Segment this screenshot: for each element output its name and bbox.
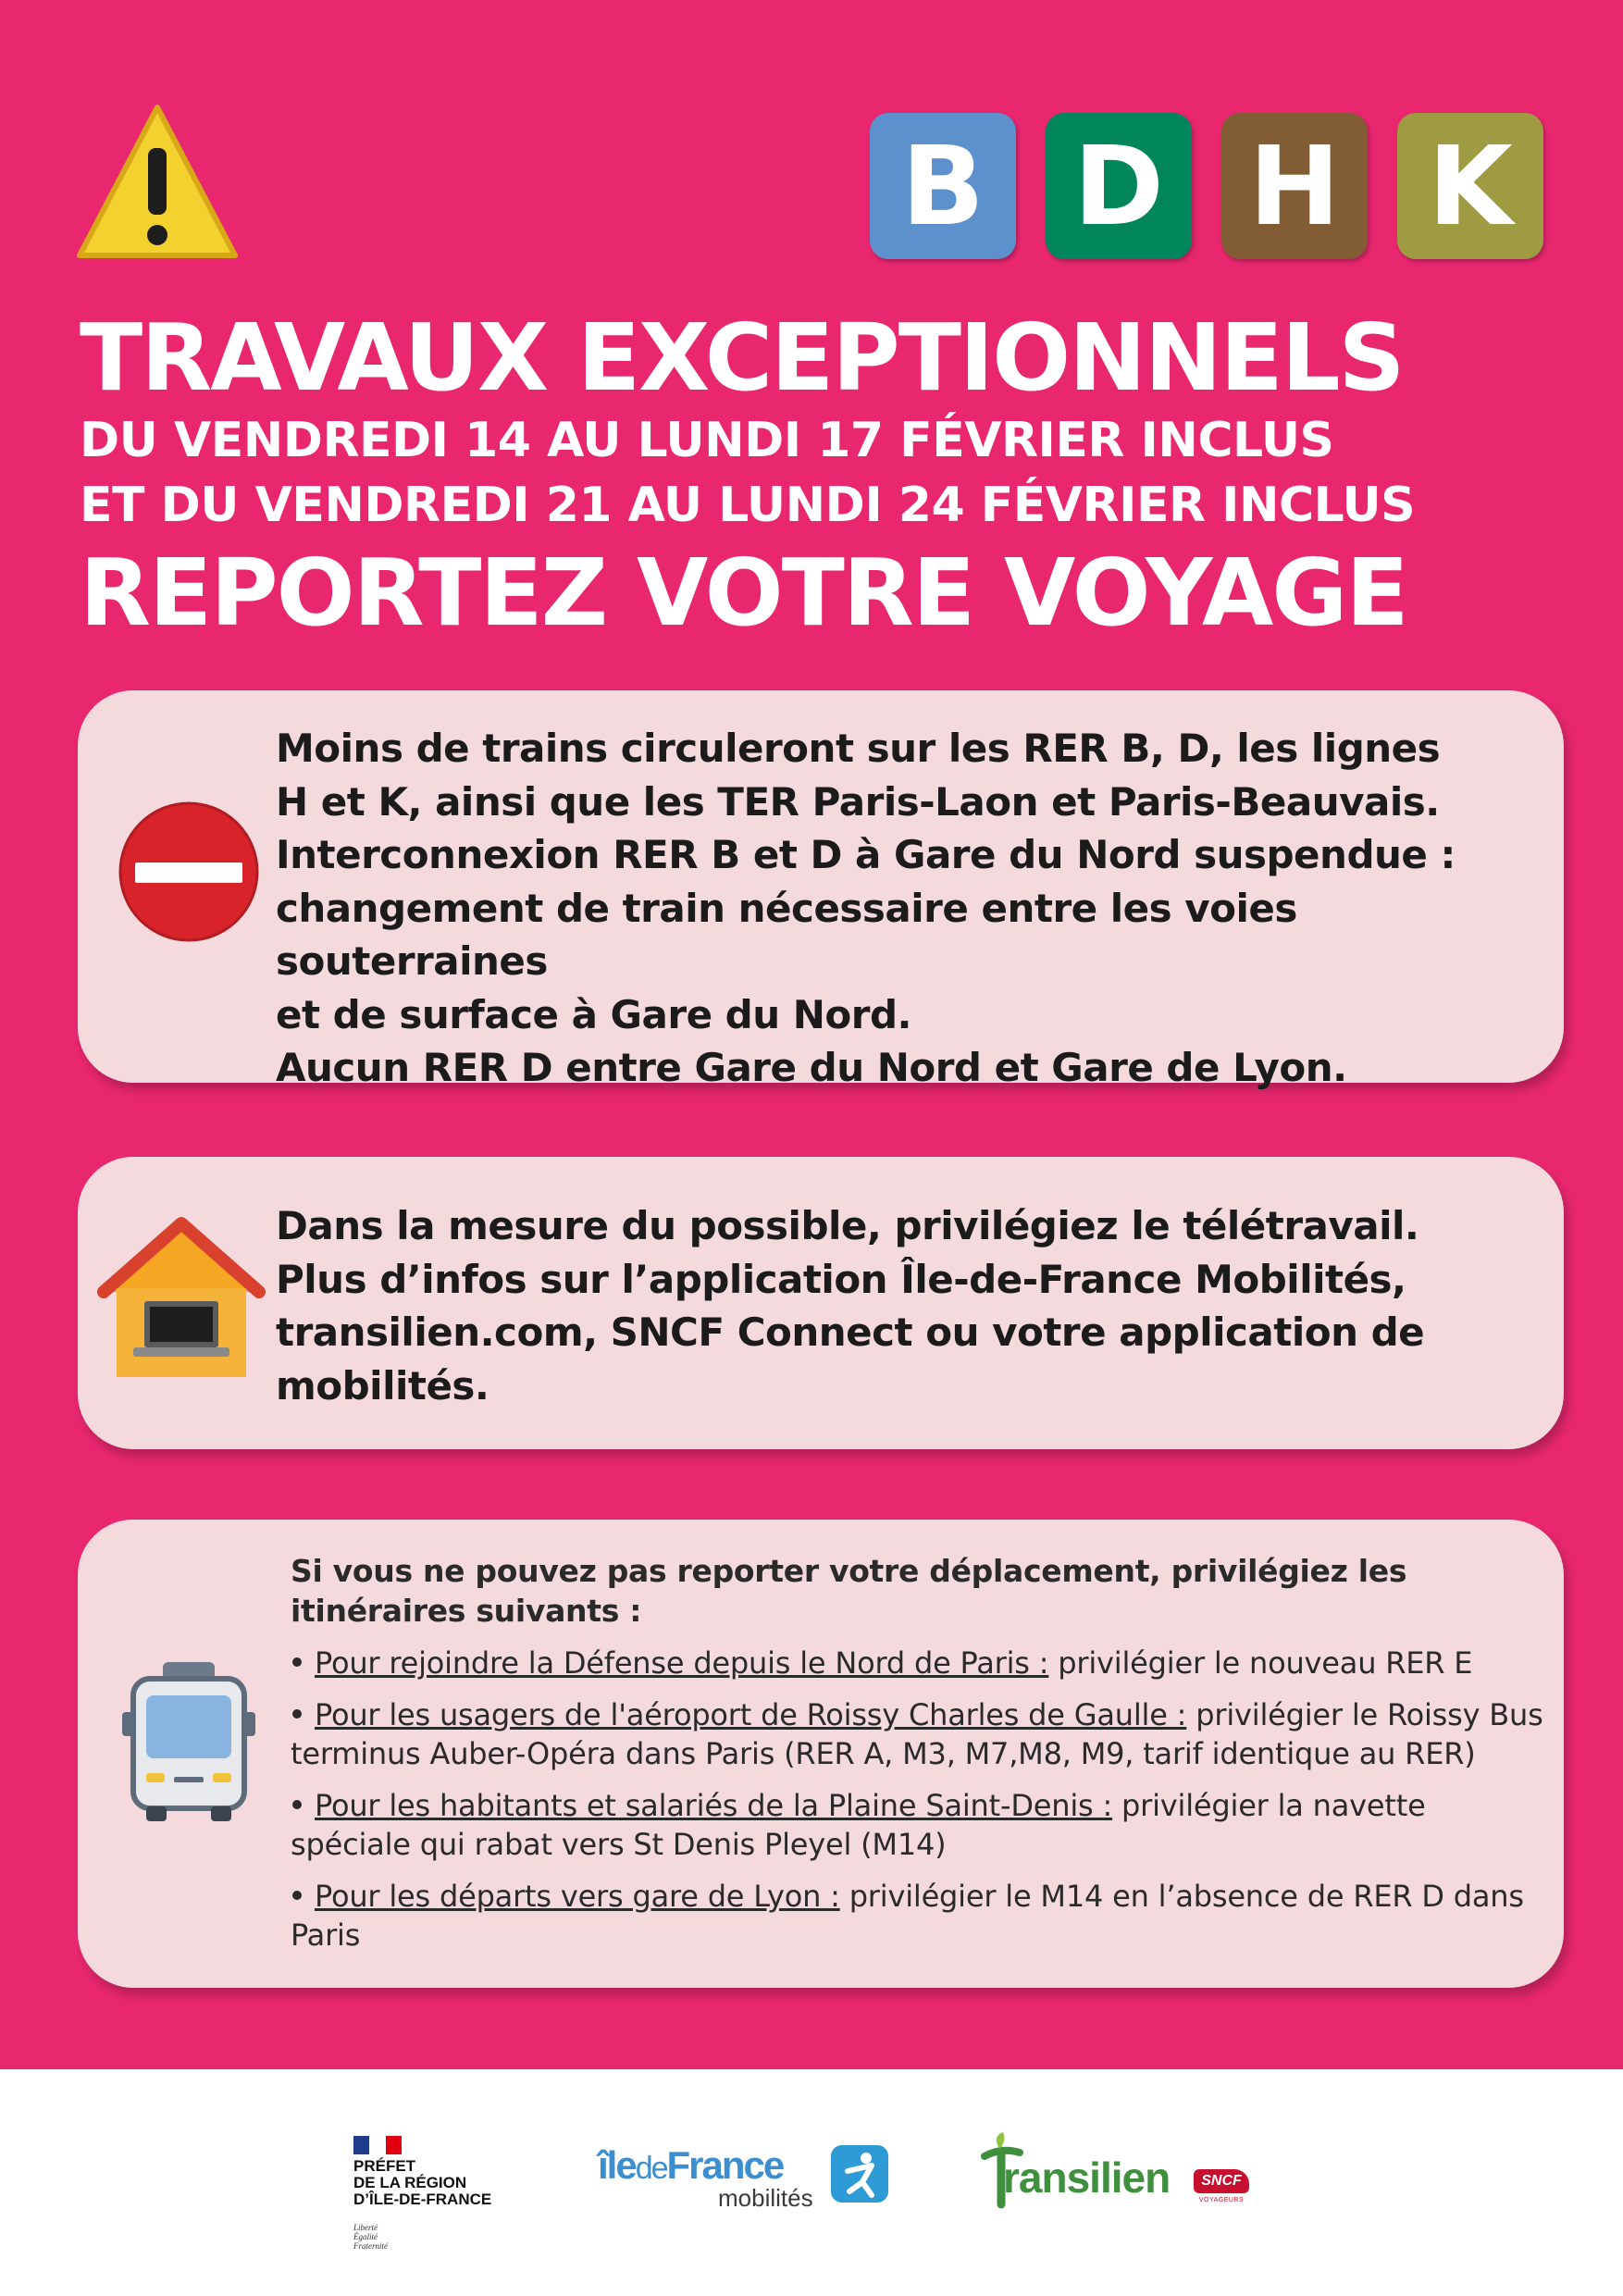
bullet-icon	[292, 1891, 302, 1900]
idf-mobilites-logo	[598, 2143, 894, 2217]
prefet-line: DE LA RÉGION	[353, 2174, 467, 2191]
route-text: privilégier le nouveau RER E	[1048, 1645, 1473, 1681]
route-link[interactable]: Pour les habitants et salariés de la Plaine Saint-Denis :	[315, 1788, 1113, 1823]
disruption-card	[78, 690, 1564, 1090]
telework-card	[78, 1157, 1564, 1449]
telework-line: Dans la mesure du possible, privilégiez le télétravail.	[276, 1203, 1419, 1248]
route-item	[291, 1644, 1545, 1682]
route-link[interactable]: Pour rejoindre la Défense depuis le Nord de Paris :	[315, 1645, 1049, 1681]
idf-subtitle: mobilités	[718, 2184, 813, 2212]
sncf-logo	[1194, 2169, 1249, 2210]
prefet-line: PRÉFET	[353, 2157, 416, 2175]
line-badge-k: K	[1397, 113, 1543, 259]
route-text: privilégier le M14 en l’absence de RER D dans Paris	[291, 1879, 1524, 1953]
prefet-logo	[353, 2136, 520, 2251]
line-badge-h: H	[1221, 113, 1368, 259]
prefet-text	[353, 2158, 491, 2208]
line-badge-b: B	[870, 113, 1016, 259]
sncf-subtitle: VOYAGEURS	[1198, 2197, 1245, 2203]
headline-dates-2: ET DU VENDREDI 21 AU LUNDI 24 FÉVRIER INCLUS	[80, 478, 1416, 533]
bullet-icon	[292, 1657, 302, 1667]
motto-line: Égalité	[353, 2232, 378, 2241]
disruption-line: Interconnexion RER B et D à Gare du Nord suspendue :	[276, 832, 1456, 877]
disruption-line: et de surface à Gare du Nord.	[276, 991, 912, 1037]
route-item	[291, 1877, 1545, 1955]
headline-call-to-action: REPORTEZ VOTRE VOYAGE	[80, 539, 1407, 647]
routes-intro: Si vous ne pouvez pas reporter votre déplacement, privilégiez les itinéraires suivants :	[291, 1553, 1407, 1629]
routes-content	[291, 1551, 1545, 1955]
no-entry-icon	[115, 798, 263, 946]
telework-line: Plus d’infos sur l’application Île-de-France Mobilités,	[276, 1256, 1406, 1302]
sncf-wordmark: SNCF	[1194, 2169, 1249, 2193]
idf-word-c: France	[666, 2143, 784, 2187]
route-link[interactable]: Pour les usagers de l'aéroport de Roissy Charles de Gaulle :	[315, 1697, 1187, 1732]
disruption-line: Moins de trains circuleront sur les RER B, D, les lignes	[276, 726, 1441, 771]
line-badge-d: D	[1046, 113, 1192, 259]
prefet-line: D’ÎLE-DE-FRANCE	[353, 2191, 492, 2208]
prefet-motto	[353, 2223, 388, 2251]
headline-dates-1: DU VENDREDI 14 AU LUNDI 17 FÉVRIER INCLUS	[80, 413, 1334, 468]
line-badges	[870, 113, 1543, 259]
idf-word-b: de	[635, 2151, 667, 2186]
telework-text	[276, 1199, 1542, 1412]
disruption-line: H et K, ainsi que les TER Paris-Laon et Paris-Beauvais.	[276, 778, 1440, 825]
french-flag-icon	[353, 2136, 402, 2154]
idf-word-a: île	[598, 2143, 636, 2187]
route-link[interactable]: Pour les départs vers gare de Lyon :	[315, 1879, 840, 1914]
disruption-text	[276, 722, 1542, 1095]
transilien-wordmark: ransilien	[1003, 2153, 1171, 2202]
bus-icon	[115, 1658, 263, 1825]
idf-wordmark	[598, 2143, 783, 2188]
route-item	[291, 1786, 1545, 1864]
disruption-line: Aucun RER D entre Gare du Nord et Gare de Lyon.	[276, 1045, 1347, 1090]
motto-line: Fraternité	[353, 2241, 388, 2251]
bullet-icon	[292, 1800, 302, 1809]
telework-line: transilien.com, SNCF Connect ou votre application de	[276, 1309, 1425, 1355]
route-text: privilégier la navette spéciale qui rabat vers St Denis Pleyel (M14)	[291, 1788, 1426, 1862]
telework-line: mobilités.	[276, 1362, 489, 1409]
route-text: privilégier le Roissy Bus terminus Auber-Opéra dans Paris (RER A, M3, M7,M8, M9, tarif identique au RER)	[291, 1697, 1543, 1771]
motto-line: Liberté	[353, 2223, 378, 2232]
bullet-icon	[292, 1709, 302, 1719]
transilien-logo	[979, 2132, 1257, 2221]
idf-runner-icon	[831, 2145, 888, 2203]
routes-card	[78, 1520, 1564, 1988]
route-item	[291, 1695, 1545, 1773]
warning-icon	[74, 100, 241, 265]
headline-title: TRAVAUX EXCEPTIONNELS	[80, 304, 1404, 412]
disruption-line: changement de train nécessaire entre les voies souterraines	[276, 885, 1297, 984]
house-laptop-icon	[96, 1212, 266, 1379]
